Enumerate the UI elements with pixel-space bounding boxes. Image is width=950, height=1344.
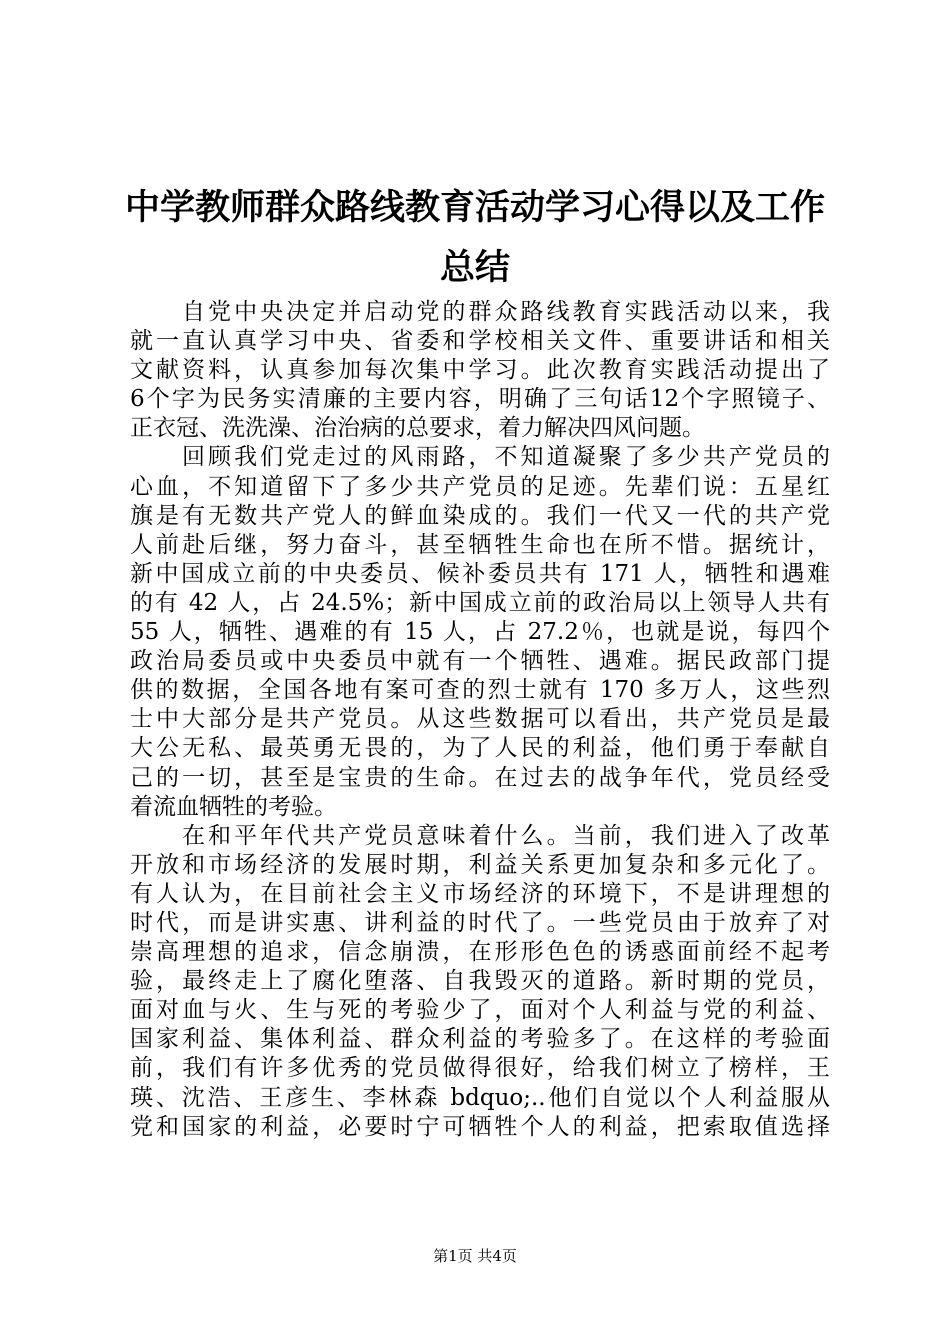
paragraph-line: 政治局委员或中央委员中就有一个牺牲、遇难。据民政部门提 [130,648,830,675]
paragraph-line: 自党中央决定并启动党的群众路线教育实践活动以来，我 [182,299,830,325]
document-title-line-2: 总结 [439,247,510,288]
paragraph-line: 供的数据，全国各地有案可查的烈士就有 170 多万人，这些烈 [130,677,830,704]
paragraph-line: 国家利益、集体利益、群众利益的考验多了。在这样的考验面 [130,1026,830,1053]
paragraph-line: 党和国家的利益，必要时宁可牺牲个人的利益，把索取值选择 [130,1113,830,1140]
paragraph [130,822,830,1142]
paragraph [130,298,830,443]
paragraph-line: 人前赴后继，努力奋斗，甚至牺牲生命也在所不惜。据统计， [130,531,830,558]
paragraph-line: 大公无私、最英勇无畏的，为了人民的利益，他们勇于奉献自 [130,735,830,762]
paragraph-line: 验，最终走上了腐化堕落、自我毁灭的道路。新时期的党员， [130,968,830,995]
paragraph-line: 文献资料，认真参加每次集中学习。此次教育实践活动提出了 [130,357,830,384]
paragraph-line: 着流血牺牲的考验。 [130,793,337,820]
document-title-line-1: 中学教师群众路线教育活动学习心得以及工作 [124,187,825,228]
page-footer: 第1页 共4页 [433,1247,517,1265]
paragraph-line: 己的一切，甚至是宝贵的生命。在过去的战争年代，党员经受 [130,764,830,791]
paragraph-line: 时代，而是讲实惠、讲利益的时代了。一些党员由于放弃了对 [130,909,830,936]
paragraph-line: 就一直认真学习中央、省委和学校相关文件、重要讲话和相关 [130,328,830,355]
paragraph-line: 正衣冠、洗洗澡、治治病的总要求，着力解决四风问题。 [130,415,705,442]
paragraph-line: 士中大部分是共产党员。从这些数据可以看出，共产党员是最 [130,706,830,733]
paragraph-line: 旗是有无数共产党人的鲜血染成的。我们一代又一代的共产党 [130,502,830,529]
paragraph-line: 面对血与火、生与死的考验少了，面对个人利益与党的利益、 [130,997,830,1024]
paragraph-line: 在和平年代共产党员意味着什么。当前，我们进入了改革 [182,822,830,849]
document-body [130,298,830,1142]
paragraph-line: 有人认为，在目前社会主义市场经济的环境下，不是讲理想的 [130,880,830,907]
paragraph-line: 55 人，牺牲、遇难的有 15 人，占 27.2％，也就是说，每四个 [130,619,830,646]
paragraph-line: 的有 42 人，占 24.5%；新中国成立前的政治局以上领导人共有 [130,589,830,616]
paragraph-line: 瑛、沈浩、王彦生、李林森 bdquo;..他们自觉以个人利益服从 [130,1084,830,1111]
paragraph-line: 前，我们有许多优秀的党员做得很好，给我们树立了榜样，王 [130,1055,830,1082]
paragraph-line: 回顾我们党走过的风雨路，不知道凝聚了多少共产党员的 [182,444,830,471]
paragraph-line: 新中国成立前的中央委员、候补委员共有 171 人，牺牲和遇难 [130,560,830,587]
paragraph-line: 开放和市场经济的发展时期，利益关系更加复杂和多元化了。 [130,851,830,878]
paragraph-line: 6个字为民务实清廉的主要内容，明确了三句话12个字照镜子、 [130,386,830,413]
paragraph-line: 心血，不知道留下了多少共产党员的足迹。先辈们说：五星红 [130,473,830,500]
paragraph-line: 崇高理想的追求，信念崩溃，在形形色色的诱惑面前经不起考 [130,939,830,966]
paragraph [130,443,830,821]
